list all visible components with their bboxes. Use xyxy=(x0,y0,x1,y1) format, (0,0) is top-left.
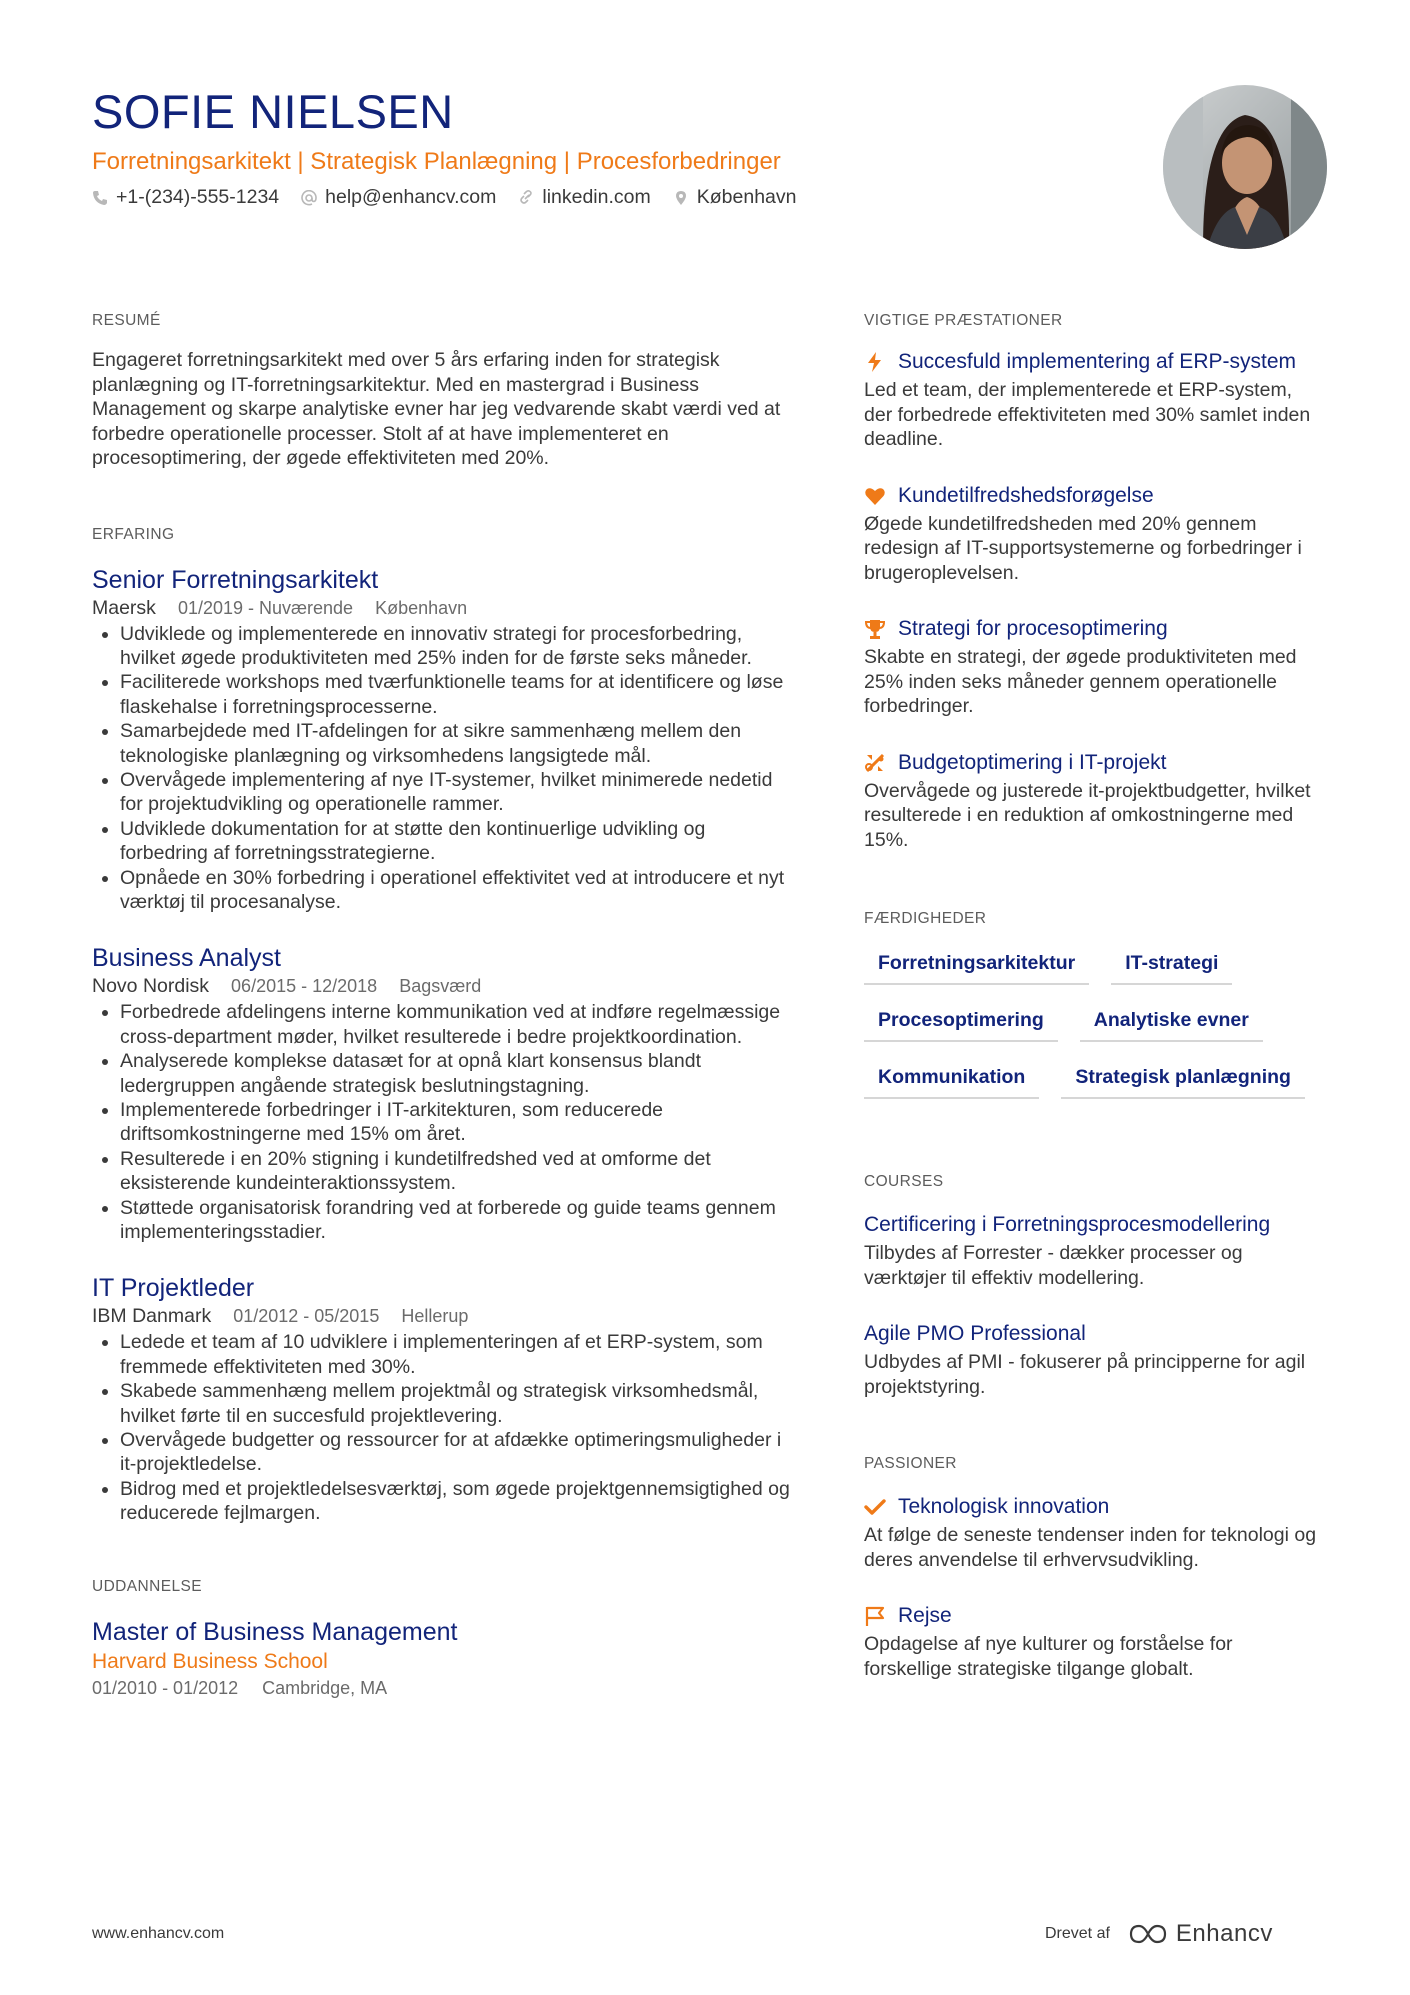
job-meta xyxy=(92,974,792,998)
job-role: Senior Forretningsarkitekt xyxy=(92,565,379,594)
achievements-heading: VIGTIGE PRÆSTATIONER xyxy=(864,312,1063,329)
tools-icon xyxy=(864,752,886,774)
location-pin-icon xyxy=(673,190,689,206)
course-item xyxy=(864,1320,1324,1399)
link-icon xyxy=(518,190,534,206)
location-text: København xyxy=(696,186,797,208)
course-title: Certificering i Forretningsprocesmodellering xyxy=(864,1213,1271,1236)
education-dates: 01/2010 - 01/2012 xyxy=(92,1677,239,1698)
linkedin-text: linkedin.com xyxy=(542,186,651,208)
experience-section xyxy=(92,526,792,1526)
achievement-item xyxy=(864,348,1324,452)
passion-desc: Opdagelse af nye kulturer og forståelse for forskellige strategiske tilgange globalt. xyxy=(864,1633,1233,1680)
skill-tag: Procesoptimering xyxy=(864,1005,1058,1042)
job-bullet: • Bidrog med et projektledelsesværktøj, som øgede projektgennemsigtighed og reducerede fejlmargen. xyxy=(120,1477,792,1526)
left-column xyxy=(92,312,792,1700)
education-school: Harvard Business School xyxy=(92,1649,328,1673)
contact-email[interactable] xyxy=(301,186,496,209)
summary-heading: RESUMÉ xyxy=(92,312,161,329)
experience-heading: ERFARING xyxy=(92,525,175,543)
skill-tag: Analytiske evner xyxy=(1080,1005,1263,1042)
passions-section xyxy=(864,1455,1324,1681)
achievement-item xyxy=(864,749,1324,853)
skills-list xyxy=(864,948,1324,1119)
contact-row xyxy=(92,186,797,209)
contact-phone[interactable] xyxy=(92,186,279,209)
job-bullet: • Forbedrede afdelingens interne kommunikation ved at indføre regelmæssige cross-department møder, hvilket resulterede i bedre projektkoordination. xyxy=(120,1000,792,1049)
summary-section xyxy=(92,312,792,471)
flag-icon xyxy=(864,1605,886,1627)
job-bullet: • Støttede organisatorisk forandring ved at forberede og guide teams gennem implementeringsstadier. xyxy=(120,1196,792,1245)
contact-linkedin[interactable] xyxy=(518,186,650,209)
job-bullet: • Overvågede implementering af nye IT-systemer, hvilket minimerede nedetid for projektudvikling og operationelle rammer. xyxy=(120,768,792,817)
courses-section xyxy=(864,1173,1324,1399)
skill-tag: Forretningsarkitektur xyxy=(864,948,1089,985)
bolt-icon xyxy=(864,351,886,373)
job-bullets xyxy=(92,1000,792,1244)
job-bullet: • Skabede sammenhæng mellem projektmål og strategisk virksomhedsmål, hvilket førte til en succesfuld projektlevering. xyxy=(120,1379,792,1428)
candidate-headline: Forretningsarkitekt | Strategisk Planlægning | Procesforbedringer xyxy=(92,148,781,175)
job-company: Maersk xyxy=(92,596,156,619)
right-column xyxy=(864,312,1324,1681)
footer-url[interactable]: www.enhancv.com xyxy=(92,1925,225,1942)
achievement-item xyxy=(864,482,1324,586)
job-bullet: • Udviklede og implementerede en innovativ strategi for procesforbedring, hvilket øgede produktiviteten med 25% inden for de første seks måneder. xyxy=(120,622,792,671)
check-icon xyxy=(864,1496,886,1518)
course-item xyxy=(864,1211,1324,1290)
job-bullet: • Analyserede komplekse datasæt for at opnå klart konsensus blandt ledergruppen angående strategisk beslutningstagning. xyxy=(120,1049,792,1098)
email-text: help@enhancv.com xyxy=(325,186,497,208)
brand-logo[interactable] xyxy=(1128,1920,1273,1948)
phone-text: +1-(234)-555-1234 xyxy=(116,186,280,208)
achievements-section xyxy=(864,312,1324,852)
at-icon xyxy=(301,190,317,206)
job-dates: 01/2012 - 05/2015 xyxy=(233,1306,380,1327)
job-dates: 01/2019 - Nuværende xyxy=(177,597,354,618)
job-entry xyxy=(92,1272,792,1525)
education-section xyxy=(92,1578,792,1700)
skills-section xyxy=(864,910,1324,1119)
achievement-desc: Skabte en strategi, der øgede produktiviteten med 25% inden seks måneder gennem operationelle forbedringer. xyxy=(864,646,1297,717)
job-company: IBM Danmark xyxy=(92,1305,212,1328)
job-entry xyxy=(92,564,792,915)
job-location: Bagsværd xyxy=(399,976,482,997)
job-bullet: • Ledede et team af 10 udviklere i implementeringen af et ERP-system, som fremmede effektiviteten med 30%. xyxy=(120,1330,792,1379)
job-meta xyxy=(92,1304,792,1328)
passions-heading: PASSIONER xyxy=(864,1455,957,1472)
job-bullet: • Udviklede dokumentation for at støtte den kontinuerlige udvikling og forbedring af forretningsstrategierne. xyxy=(120,817,792,866)
courses-heading: COURSES xyxy=(864,1173,944,1190)
achievement-title: Strategi for procesoptimering xyxy=(898,617,1168,640)
job-role: Business Analyst xyxy=(92,944,281,973)
passion-item xyxy=(864,1602,1324,1681)
job-bullets xyxy=(92,1330,792,1525)
footer-powered-by xyxy=(1045,1920,1273,1948)
achievement-item xyxy=(864,615,1324,719)
candidate-name: SOFIE NIELSEN xyxy=(92,85,454,138)
job-bullet: • Overvågede budgetter og ressourcer for at afdække optimeringsmuligheder i it-projektledelse. xyxy=(120,1428,792,1477)
job-bullet: • Resulterede i en 20% stigning i kundetilfredshed ved at omforme det eksisterende kundeinteraktionssystem. xyxy=(120,1147,792,1196)
achievement-desc: Overvågede og justerede it-projektbudgetter, hvilket resulterede i en reduktion af omkostningerne med 15%. xyxy=(864,779,1311,851)
trophy-icon xyxy=(864,618,886,640)
achievement-desc: Øgede kundetilfredsheden med 20% gennem redesign af IT-supportsystemerne og forbedringer i brugeroplevelsen. xyxy=(864,512,1302,584)
phone-icon xyxy=(92,190,108,206)
skill-tag: IT-strategi xyxy=(1111,948,1232,985)
passion-desc: At følge de seneste tendenser inden for teknologi og deres anvendelse til erhvervsudvikling. xyxy=(864,1524,1317,1571)
skill-tag: Strategisk planlægning xyxy=(1061,1062,1305,1099)
course-title: Agile PMO Professional xyxy=(864,1322,1086,1345)
skills-heading: FÆRDIGHEDER xyxy=(864,910,987,927)
contact-location xyxy=(673,186,797,209)
course-desc: Tilbydes af Forrester - dækker processer og værktøjer til effektiv modellering. xyxy=(864,1242,1243,1289)
heart-icon xyxy=(864,485,886,507)
summary-text: Engageret forretningsarkitekt med over 5 års erfaring inden for strategisk planlægning og IT-forretningsarkitektur. Med en mastergrad i Business Management og skarpe analytiske evner har jeg vedvarende skabt værdi ved at forbedre operationelle processer. Stolt af at have implementeret en procesoptimering, der øgede effektiviteten med 20%. xyxy=(92,349,781,469)
profile-photo xyxy=(1163,85,1327,249)
education-meta xyxy=(92,1676,792,1700)
brand-name: Enhancv xyxy=(1175,1920,1273,1947)
achievement-title: Succesfuld implementering af ERP-system xyxy=(898,350,1296,373)
job-bullet: • Faciliterede workshops med tværfunktionelle teams for at identificere og løse flaskehalse i forretningsprocesserne. xyxy=(120,670,792,719)
job-role: IT Projektleder xyxy=(92,1274,255,1303)
achievement-desc: Led et team, der implementerede et ERP-system, der forbedrede effektiviteten med 30% samlet inden deadline. xyxy=(864,379,1311,450)
passion-item xyxy=(864,1493,1324,1572)
job-location: Hellerup xyxy=(401,1306,469,1327)
job-bullet: • Opnåede en 30% forbedring i operationel effektivitet ved at introducere et nyt værktøj til procesanalyse. xyxy=(120,866,792,915)
enhancv-logo-icon xyxy=(1128,1923,1168,1945)
job-bullet: • Samarbejdede med IT-afdelingen for at sikre sammenhæng mellem den teknologiske planlægning og virksomhedens langsigtede mål. xyxy=(120,719,792,768)
skill-tag: Kommunikation xyxy=(864,1062,1039,1099)
education-location: Cambridge, MA xyxy=(262,1677,388,1698)
job-bullets xyxy=(92,622,792,915)
education-heading: UDDANNELSE xyxy=(92,1577,202,1595)
passion-title: Rejse xyxy=(898,1604,952,1627)
course-desc: Udbydes af PMI - fokuserer på principperne for agil projektstyring. xyxy=(864,1351,1306,1398)
job-dates: 06/2015 - 12/2018 xyxy=(231,976,378,997)
job-bullet: • Implementerede forbedringer i IT-arkitekturen, som reducerede driftsomkostningerne med 15% om året. xyxy=(120,1098,792,1147)
job-entry xyxy=(92,942,792,1244)
job-location: København xyxy=(375,597,468,618)
job-meta xyxy=(92,596,792,620)
achievement-title: Budgetoptimering i IT-projekt xyxy=(898,750,1167,774)
passion-title: Teknologisk innovation xyxy=(898,1495,1110,1518)
education-degree: Master of Business Management xyxy=(92,1617,458,1646)
job-company: Novo Nordisk xyxy=(92,975,210,998)
achievement-title: Kundetilfredshedsforøgelse xyxy=(898,483,1154,507)
powered-by-text: Drevet af xyxy=(1045,1925,1110,1942)
